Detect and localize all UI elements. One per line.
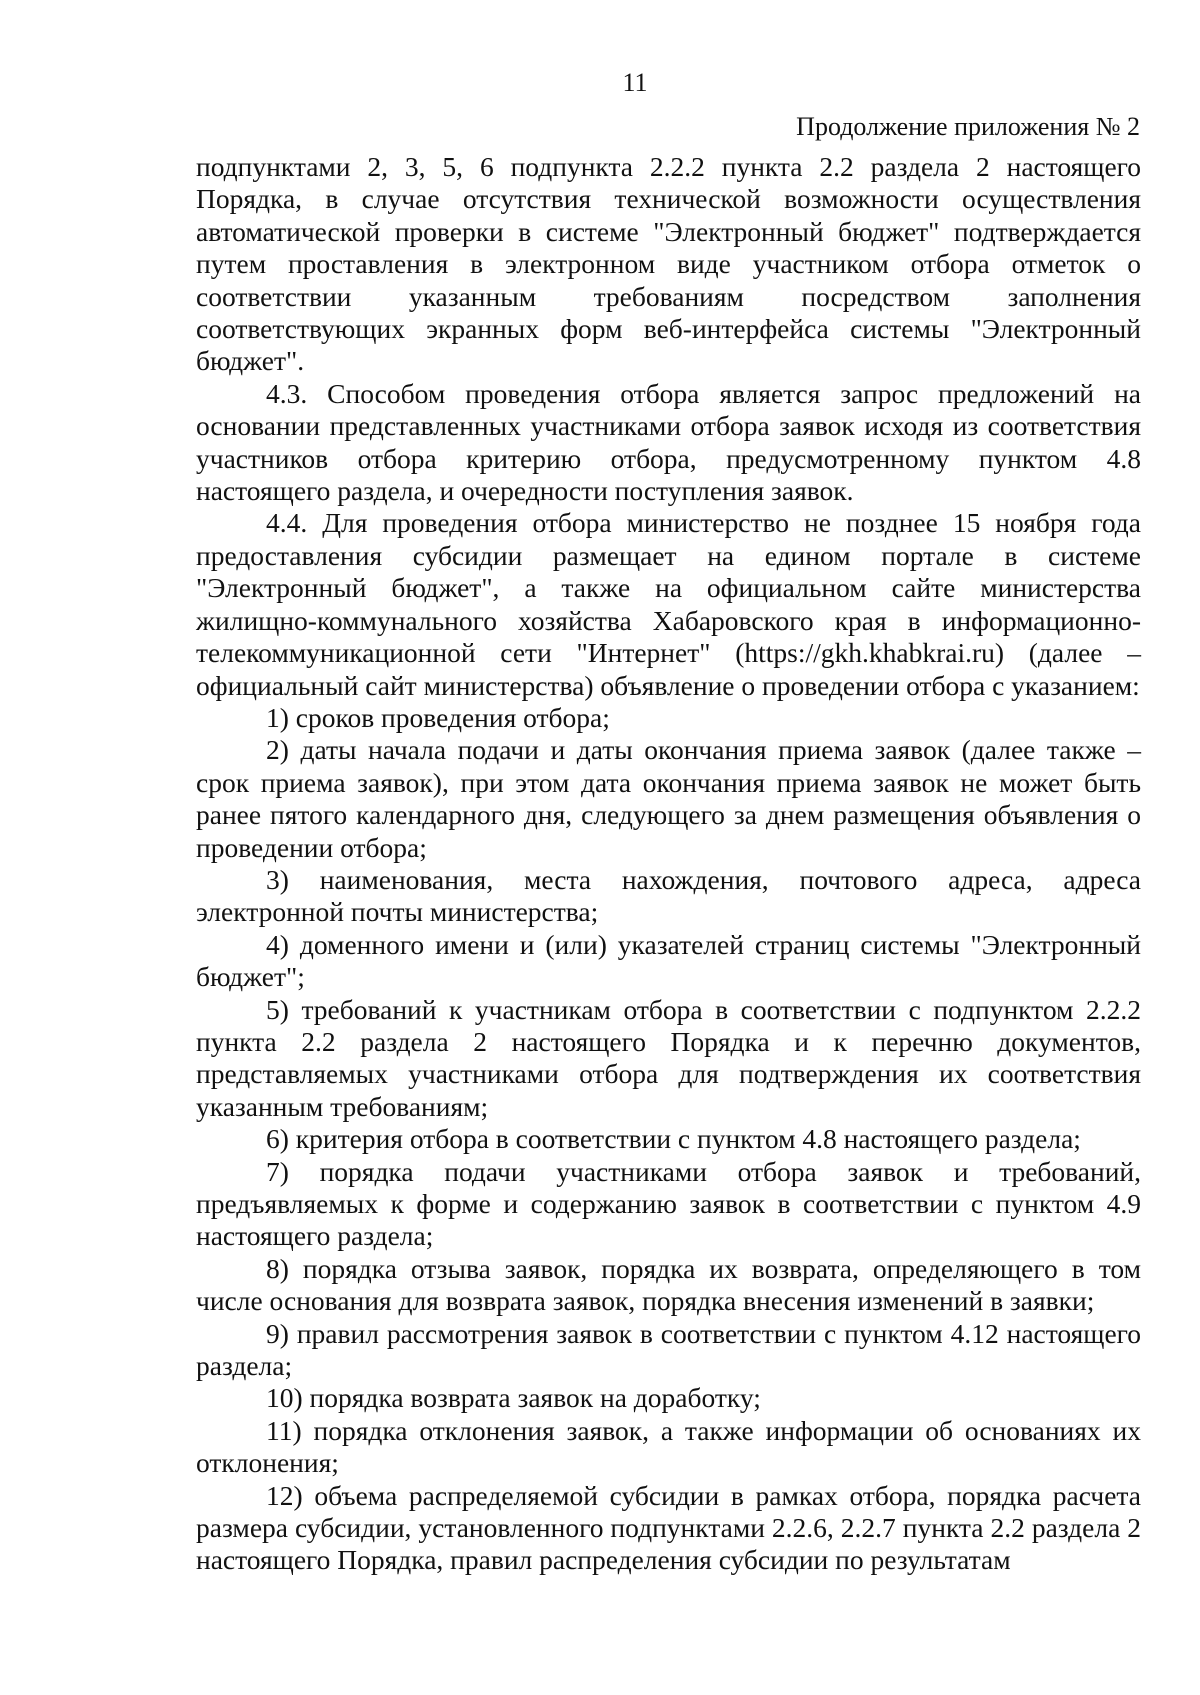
list-item-1: 1) сроков проведения отбора; xyxy=(266,701,610,733)
list-item-8: 8) порядка отзыва заявок, порядка их возврата, определяющего в том числе основания для возврата заявок, порядка внесения изменений в заявки; xyxy=(196,1252,1141,1317)
list-item-9: 9) правил рассмотрения заявок в соответствии с пунктом 4.12 настоящего раздела; xyxy=(196,1317,1141,1382)
list-item-7: 7) порядка подачи участниками отбора заявок и требований, предъявляемых к форме и содержанию заявок в соответствии с пунктом 4.9 настоящего раздела; xyxy=(196,1155,1141,1252)
page-number: 11 xyxy=(622,68,648,97)
list-item-12: 12) объема распределяемой субсидии в рамках отбора, порядка расчета размера субсидии, установленного подпунктами 2.2.6, 2.2.7 пункта 2.2 раздела 2 настоящего Порядка, правил распределения субсидии по результатам xyxy=(196,1479,1141,1576)
list-item-4: 4) доменного имени и (или) указателей страниц системы "Электронный бюджет"; xyxy=(196,928,1141,993)
list-item-10: 10) порядка возврата заявок на доработку; xyxy=(266,1382,761,1414)
paragraph-4-4: 4.4. Для проведения отбора министерство не позднее 15 ноября года предоставления субсидии размещает на едином портале в системе "Электронный бюджет", а также на официальном сайте министерства жилищно-коммунального хозяйства Хабаровского края в информационно-телекоммуникационной сети "Интернет" (https://gkh.khabkrai.ru) (далее – официальный сайт министерства) объявление о проведении отбора с указанием: xyxy=(196,507,1141,701)
list-item-3: 3) наименования, места нахождения, почтового адреса, адреса электронной почты министерства; xyxy=(196,863,1141,928)
paragraph-continuation: подпунктами 2, 3, 5, 6 подпункта 2.2.2 пункта 2.2 раздела 2 настоящего Порядка, в случае отсутствия технической возможности осуществления автоматической проверки в системе "Электронный бюджет" подтверждается путем проставления в электронном виде участником отбора отметок о соответствии указанным требованиям посредством заполнения соответствующих экранных форм веб-интерфейса системы "Электронный бюджет". xyxy=(196,151,1141,377)
list-item-6: 6) критерия отбора в соответствии с пунктом 4.8 настоящего раздела; xyxy=(266,1123,1081,1155)
list-item-5: 5) требований к участникам отбора в соответствии с подпунктом 2.2.2 пункта 2.2 раздела 2 настоящего Порядка и к перечню документов, представляемых участниками отбора для подтверждения их соответствия указанным требованиям; xyxy=(196,993,1141,1122)
list-item-11: 11) порядка отклонения заявок, а также информации об основаниях их отклонения; xyxy=(196,1414,1141,1479)
list-item-2: 2) даты начала подачи и даты окончания приема заявок (далее также – срок приема заявок), при этом дата окончания приема заявок не может быть ранее пятого календарного дня, следующего за днем размещения объявления о проведении отбора; xyxy=(196,734,1141,863)
document-body xyxy=(196,151,1141,1577)
appendix-continuation-label: Продолжение приложения № 2 xyxy=(796,112,1140,141)
paragraph-4-3: 4.3. Способом проведения отбора является запрос предложений на основании представленных участниками отбора заявок исходя из соответствия участников отбора критерию отбора, предусмотренному пунктом 4.8 настоящего раздела, и очередности поступления заявок. xyxy=(196,377,1141,507)
